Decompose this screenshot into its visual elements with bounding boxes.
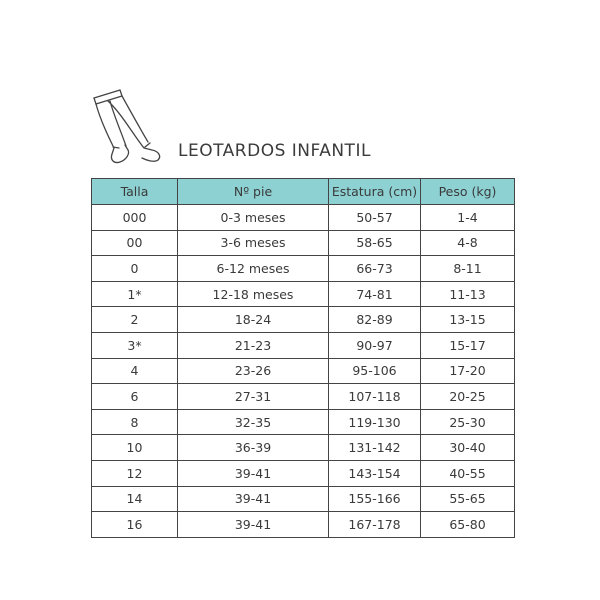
cell-estatura: 74-81 <box>329 281 421 307</box>
header-pie: Nº pie <box>178 179 329 205</box>
cell-talla: 2 <box>92 307 178 333</box>
cell-talla: 0 <box>92 256 178 282</box>
table-row <box>92 409 515 435</box>
cell-talla: 6 <box>92 384 178 410</box>
header-talla: Talla <box>92 179 178 205</box>
cell-talla: 00 <box>92 230 178 256</box>
cell-estatura: 95-106 <box>329 358 421 384</box>
cell-pie: 12-18 meses <box>178 281 329 307</box>
table-row <box>92 358 515 384</box>
cell-peso: 8-11 <box>421 256 515 282</box>
table-row <box>92 384 515 410</box>
cell-pie: 23-26 <box>178 358 329 384</box>
cell-talla: 3* <box>92 332 178 358</box>
cell-pie: 6-12 meses <box>178 256 329 282</box>
cell-peso: 15-17 <box>421 332 515 358</box>
cell-estatura: 50-57 <box>329 205 421 231</box>
cell-pie: 0-3 meses <box>178 205 329 231</box>
cell-peso: 1-4 <box>421 205 515 231</box>
cell-estatura: 131-142 <box>329 435 421 461</box>
cell-estatura: 155-166 <box>329 486 421 512</box>
cell-talla: 10 <box>92 435 178 461</box>
cell-estatura: 90-97 <box>329 332 421 358</box>
cell-estatura: 119-130 <box>329 409 421 435</box>
cell-estatura: 58-65 <box>329 230 421 256</box>
header-peso: Peso (kg) <box>421 179 515 205</box>
cell-peso: 25-30 <box>421 409 515 435</box>
cell-pie: 39-41 <box>178 460 329 486</box>
table-row <box>92 281 515 307</box>
cell-estatura: 82-89 <box>329 307 421 333</box>
cell-talla: 16 <box>92 512 178 538</box>
page-title: LEOTARDOS INFANTIL <box>178 141 371 161</box>
table-row <box>92 230 515 256</box>
table-row <box>92 435 515 461</box>
cell-pie: 27-31 <box>178 384 329 410</box>
table-row <box>92 256 515 282</box>
cell-pie: 21-23 <box>178 332 329 358</box>
table-row <box>92 460 515 486</box>
cell-talla: 12 <box>92 460 178 486</box>
cell-talla: 14 <box>92 486 178 512</box>
cell-peso: 65-80 <box>421 512 515 538</box>
table-row <box>92 332 515 358</box>
cell-estatura: 107-118 <box>329 384 421 410</box>
table-row <box>92 486 515 512</box>
cell-peso: 13-15 <box>421 307 515 333</box>
cell-peso: 17-20 <box>421 358 515 384</box>
cell-pie: 36-39 <box>178 435 329 461</box>
cell-pie: 32-35 <box>178 409 329 435</box>
header-estatura: Estatura (cm) <box>329 179 421 205</box>
cell-peso: 11-13 <box>421 281 515 307</box>
cell-peso: 30-40 <box>421 435 515 461</box>
cell-peso: 55-65 <box>421 486 515 512</box>
cell-estatura: 143-154 <box>329 460 421 486</box>
cell-talla: 4 <box>92 358 178 384</box>
cell-pie: 39-41 <box>178 486 329 512</box>
tights-icon <box>88 84 168 179</box>
cell-estatura: 66-73 <box>329 256 421 282</box>
table-row <box>92 307 515 333</box>
cell-estatura: 167-178 <box>329 512 421 538</box>
table-row <box>92 205 515 231</box>
cell-talla: 000 <box>92 205 178 231</box>
cell-talla: 1* <box>92 281 178 307</box>
cell-pie: 3-6 meses <box>178 230 329 256</box>
cell-pie: 18-24 <box>178 307 329 333</box>
cell-peso: 20-25 <box>421 384 515 410</box>
table-row <box>92 512 515 538</box>
cell-pie: 39-41 <box>178 512 329 538</box>
cell-peso: 40-55 <box>421 460 515 486</box>
table-header-row <box>92 179 515 205</box>
cell-peso: 4-8 <box>421 230 515 256</box>
size-table <box>91 178 515 538</box>
cell-talla: 8 <box>92 409 178 435</box>
